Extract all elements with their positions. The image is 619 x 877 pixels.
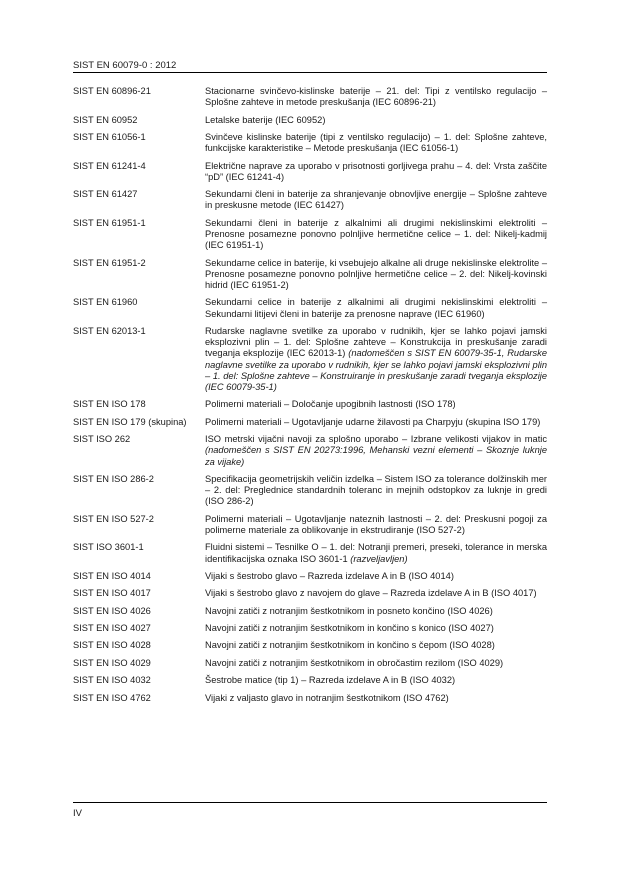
standard-title bbox=[205, 571, 547, 582]
standard-title bbox=[205, 693, 547, 704]
reference-row bbox=[73, 571, 547, 582]
title-text: Navojni zatiči z notranjim šestkotnikom in končino s čepom (ISO 4028) bbox=[205, 640, 495, 651]
standard-code: SIST EN ISO 178 bbox=[73, 399, 146, 410]
standard-title bbox=[205, 417, 547, 428]
page-number: IV bbox=[73, 808, 82, 819]
standard-code: SIST ISO 3601-1 bbox=[73, 542, 144, 553]
standard-title bbox=[205, 606, 547, 617]
reference-row bbox=[73, 623, 547, 634]
standard-code: SIST EN ISO 179 (skupina) bbox=[73, 416, 187, 427]
title-text: Specifikacija geometrijskih veličin izdelka – Sistem ISO za tolerance dolžinskih mer – 2. del: Preglednice standardnih toleranc in mejnih odstopkov za luknje in gredi (ISO 286-2) bbox=[205, 473, 547, 507]
reference-row bbox=[73, 132, 547, 154]
reference-row bbox=[73, 542, 547, 564]
title-text: Letalske baterije (IEC 60952) bbox=[205, 114, 326, 125]
title-text: Polimerni materiali – Ugotavljanje nateznih lastnosti – 2. del: Preskusni pogoji za polimerne materiale za oblikovanje in ekstrudiranje (ISO 527-2) bbox=[205, 513, 547, 535]
standard-code: SIST EN 61951-1 bbox=[73, 217, 146, 228]
reference-row bbox=[73, 326, 547, 393]
standard-title bbox=[205, 399, 547, 410]
title-text: Svinčeve kislinske baterije (tipi z ventilsko regulacijo) – 1. del: Splošne zahteve, funkcijske karakteristike – Metode preskušanja (IEC 61056-1) bbox=[205, 131, 547, 154]
reference-row bbox=[73, 640, 547, 651]
reference-row bbox=[73, 606, 547, 617]
standard-code: SIST EN ISO 4026 bbox=[73, 605, 151, 616]
reference-row bbox=[73, 434, 547, 468]
standard-code: SIST EN 60896-21 bbox=[73, 86, 151, 96]
title-text: Stacionarne svinčevo-kislinske baterije – 21. del: Tipi z ventilsko regulacijo – Splošne zahteve in metode preskušanja (IEC 60896-21) bbox=[205, 86, 547, 108]
reference-row bbox=[73, 218, 547, 252]
standard-title bbox=[205, 189, 547, 211]
standard-code: SIST EN ISO 4017 bbox=[73, 588, 151, 599]
standard-title bbox=[205, 675, 547, 686]
reference-row bbox=[73, 189, 547, 211]
reference-row bbox=[73, 86, 547, 108]
reference-row bbox=[73, 399, 547, 410]
standard-code: SIST EN ISO 4029 bbox=[73, 657, 151, 668]
standard-code: SIST EN 61427 bbox=[73, 189, 138, 200]
standard-title bbox=[205, 514, 547, 536]
title-text: Vijaki z valjasto glavo in notranjim šestkotnikom (ISO 4762) bbox=[205, 692, 449, 703]
standard-code: SIST EN 61241-4 bbox=[73, 160, 146, 171]
title-text: Rudarske naglavne svetilke za uporabo v rudnikih, kjer se lahko pojavi jamski eksplozivni plin – 1. del: Splošne zahteve – Konstrukcija in preskušanje zaradi tveganja eksplozije (IEC 62013-1) bbox=[205, 325, 547, 359]
reference-list bbox=[73, 86, 547, 710]
title-text: Polimerni materiali – Določanje upogibnih lastnosti (ISO 178) bbox=[205, 399, 456, 410]
standard-code: SIST EN 62013-1 bbox=[73, 325, 146, 336]
standard-title bbox=[205, 326, 547, 393]
reference-row bbox=[73, 675, 547, 686]
standard-title bbox=[205, 640, 547, 651]
title-note: (razveljavljen) bbox=[350, 553, 408, 564]
header-rule bbox=[73, 72, 547, 73]
title-text: Vijaki s šestrobo glavo z navojem do glave – Razreda izdelave A in B (ISO 4017) bbox=[205, 588, 537, 599]
reference-row bbox=[73, 297, 547, 319]
title-text: Navojni zatiči z notranjim šestkotnikom in končino s konico (ISO 4027) bbox=[205, 623, 494, 634]
standard-code: SIST EN 61960 bbox=[73, 297, 138, 308]
reference-row bbox=[73, 514, 547, 536]
title-text: Polimerni materiali – Ugotavljanje udarne žilavosti pa Charpyju (skupina ISO 179) bbox=[205, 416, 541, 427]
standard-title bbox=[205, 623, 547, 634]
reference-row bbox=[73, 693, 547, 704]
reference-row bbox=[73, 588, 547, 599]
reference-row bbox=[73, 658, 547, 669]
footer-rule bbox=[73, 802, 547, 803]
title-text: Navojni zatiči z notranjim šestkotnikom in obročastim rezilom (ISO 4029) bbox=[205, 657, 504, 668]
standard-title bbox=[205, 297, 547, 319]
standard-title bbox=[205, 258, 547, 292]
standard-code: SIST EN 60952 bbox=[73, 114, 138, 125]
standard-title bbox=[205, 218, 547, 252]
title-text: Sekundarni členi in baterije z alkalnimi ali drugimi nekislinskimi elektroliti – Prenosne posamezne ponovno polnljive hermetične celice – 1. del: Nikelj-kadmij (IEC 61951-1) bbox=[205, 217, 547, 251]
standard-code: SIST EN ISO 4014 bbox=[73, 570, 151, 581]
standard-title bbox=[205, 474, 547, 508]
reference-row bbox=[73, 258, 547, 292]
page-header: SIST EN 60079-0 : 2012 bbox=[73, 60, 177, 71]
standard-code: SIST EN 61951-2 bbox=[73, 257, 146, 268]
title-note: (nadomeščen s SIST EN 60079-35-1, Rudarske naglavne svetilke za uporabo v rudnikih, kjer se lahko pojavi jamski eksplozivni plin – 1. del: Splošne zahteve – Konstruiranje in preskušanje zaradi tveganja eksplozije (IEC 60079-35-1) bbox=[205, 348, 547, 392]
title-text: Fluidni sistemi – Tesnilke O – 1. del: Notranji premeri, preseki, tolerance in merska identifikacijska oznaka ISO 3601-1 bbox=[205, 542, 547, 564]
standard-title bbox=[205, 161, 547, 183]
title-text: Električne naprave za uporabo v prisotnosti gorljivega prahu – 4. del: Vrsta zaščite “pD” (IEC 61241-4) bbox=[205, 160, 547, 182]
title-text: ISO metrski vijačni navoji za splošno uporabo – Izbrane velikosti vijakov in matic bbox=[205, 434, 547, 445]
standard-code: SIST EN 61056-1 bbox=[73, 131, 146, 142]
standard-title bbox=[205, 115, 547, 126]
reference-row bbox=[73, 417, 547, 428]
standard-code: SIST EN ISO 4762 bbox=[73, 692, 151, 703]
standard-code: SIST EN ISO 4032 bbox=[73, 675, 151, 686]
standard-code: SIST ISO 262 bbox=[73, 434, 131, 445]
title-text: Šestrobe matice (tip 1) – Razreda izdelave A in B (ISO 4032) bbox=[205, 675, 456, 686]
title-text: Sekundarni členi in baterije za shranjevanje obnovljive energije – Splošne zahteve in preskusne metode (IEC 61427) bbox=[205, 189, 547, 211]
reference-row bbox=[73, 474, 547, 508]
standard-title bbox=[205, 542, 547, 564]
title-text: Vijaki s šestrobo glavo – Razreda izdelave A in B (ISO 4014) bbox=[205, 570, 454, 581]
title-note: (nadomeščen s SIST EN 20273:1996, Mehanski vezni elementi – Skoznje luknje za vijake) bbox=[205, 445, 547, 467]
standard-code: SIST EN ISO 286-2 bbox=[73, 473, 154, 484]
title-text: Navojni zatiči z notranjim šestkotnikom in posneto končino (ISO 4026) bbox=[205, 605, 493, 616]
title-text: Sekundarni celice in baterije z alkalnimi ali drugimi nekislinskimi elektroliti – Sekundarni litijevi členi in baterije za prenosne naprave (IEC 61960) bbox=[205, 297, 547, 319]
standard-title bbox=[205, 434, 547, 468]
standard-code: SIST EN ISO 527-2 bbox=[73, 513, 154, 524]
reference-row bbox=[73, 161, 547, 183]
standard-title bbox=[205, 132, 547, 154]
standard-title bbox=[205, 588, 547, 599]
standard-title bbox=[205, 658, 547, 669]
standard-code: SIST EN ISO 4027 bbox=[73, 623, 151, 634]
standard-title bbox=[205, 86, 547, 108]
title-text: Sekundarne celice in baterije, ki vsebujejo alkalne ali druge nekislinske elektrolite – Prenosne posamezne ponovno polnljive hermetične celice – 2. del: Nikelj-kovinski hidrid (IEC 61951-2) bbox=[205, 257, 547, 290]
standard-code: SIST EN ISO 4028 bbox=[73, 640, 151, 651]
reference-row bbox=[73, 115, 547, 126]
